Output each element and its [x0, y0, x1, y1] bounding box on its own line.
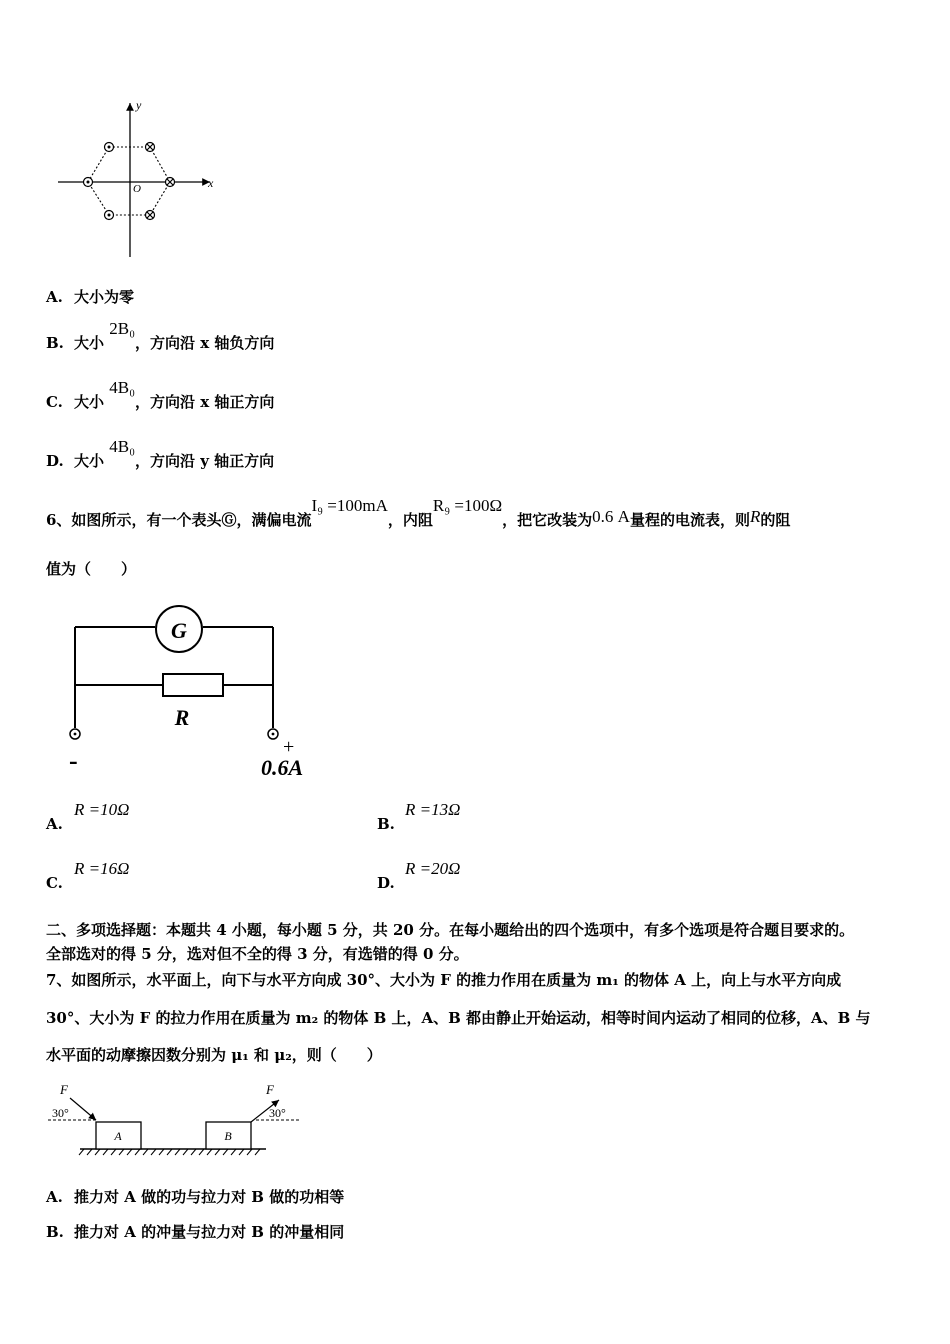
- option-label: D.: [46, 452, 64, 470]
- minus-label: -: [69, 746, 78, 775]
- q5-option-b[interactable]: [46, 319, 275, 353]
- q5-option-a[interactable]: [46, 286, 134, 307]
- origin-label: O: [133, 183, 141, 195]
- q6-stem-line2: 值为（ ）: [46, 560, 137, 578]
- q6-option-a[interactable]: A.R =10Ω: [46, 800, 130, 833]
- push-force-arrow: [70, 1098, 96, 1120]
- resistor-symbol: [163, 674, 223, 696]
- q7-option-a[interactable]: A. 推力对 A 做的功与拉力对 B 做的功相等: [46, 1188, 345, 1206]
- q6-ig: I₉ =100mA: [311, 496, 388, 515]
- q6-stem-line1: 6、如图所示，有一个表头Ⓖ，满偏电流I₉ =100mA，内阻R₉ =100Ω，把它改装为0.6 A量程的电流表，则R的阻: [46, 496, 791, 529]
- option-math: 2B₀: [109, 319, 136, 338]
- option-text: 推力对 A 的冲量与拉力对 B 的冲量相同: [74, 1223, 345, 1241]
- push-pull-blocks-figure: [46, 1080, 316, 1160]
- q7-option-b[interactable]: B. 推力对 A 的冲量与拉力对 B 的冲量相同: [46, 1223, 345, 1241]
- force-label-left: F: [60, 1082, 68, 1097]
- option-text: 大小为零: [74, 288, 135, 306]
- q7-stem-line3: 水平面的动摩擦因数分别为 μ₁ 和 μ₂，则（ ）: [46, 1046, 382, 1064]
- wire-into-page-marker: [146, 143, 175, 220]
- option-value: R =16Ω: [74, 859, 130, 878]
- block-a-label: A: [114, 1129, 122, 1143]
- option-label: B.: [46, 334, 64, 352]
- option-label: A.: [46, 288, 63, 306]
- option-math: 4B₀: [109, 378, 136, 397]
- resistor-label: R: [174, 705, 190, 730]
- section-2-header: 二、多项选择题：本题共 4 小题，每小题 5 分，共 20 分。在每小题给出的四个选项中，有多个选项是符合题目要求的。 全部选对的得 5 分，选对但不全的得 3 分，有选错的得 0 分。: [46, 921, 855, 963]
- q6-r: R: [749, 507, 761, 526]
- q6-option-d[interactable]: D.R =20Ω: [377, 859, 461, 892]
- force-label-right: F: [266, 1082, 274, 1097]
- galvanometer-label: G: [171, 618, 187, 643]
- q5-option-d[interactable]: [46, 437, 275, 471]
- q6-option-c[interactable]: C.R =16Ω: [46, 859, 130, 892]
- option-text: 推力对 A 做的功与拉力对 B 做的功相等: [74, 1188, 345, 1206]
- angle-label-left: 30°: [52, 1106, 69, 1120]
- q7-stem-line1: 7、如图所示，水平面上，向下与水平方向成 30°、大小为 F 的推力作用在质量为 m₁ 的物体 A 上，向上与水平方向成: [46, 971, 842, 989]
- hexagon-outline: [88, 147, 170, 215]
- option-math: 4B₀: [109, 437, 136, 456]
- option-value: R =20Ω: [405, 859, 461, 878]
- option-text-post: ，方向沿 y 轴正方向: [135, 452, 275, 470]
- block-b-label: B: [224, 1129, 232, 1143]
- option-text-post: ，方向沿 x 轴正方向: [135, 393, 275, 411]
- option-value: R =10Ω: [74, 800, 130, 819]
- q5-option-c[interactable]: [46, 378, 275, 412]
- option-text: 大小: [74, 334, 105, 352]
- x-axis-label: x: [208, 176, 214, 190]
- hexagon-coordinate-figure: [50, 95, 230, 265]
- q6-option-b[interactable]: B.R =13Ω: [377, 800, 461, 833]
- q7-stem-line2: 30°、大小为 F 的拉力作用在质量为 m₂ 的物体 B 上，A、B 都由静止开始运动，相等时间内运动了相同的位移，A、B 与: [46, 1009, 871, 1027]
- range-label: 0.6A: [261, 755, 304, 780]
- option-text: 大小: [74, 452, 105, 470]
- angle-label-right: 30°: [269, 1106, 286, 1120]
- option-text-post: ，方向沿 x 轴负方向: [135, 334, 275, 352]
- q6-range: 0.6 A: [592, 507, 630, 526]
- option-text: 大小: [74, 393, 105, 411]
- q6-rg: R₉ =100Ω: [432, 496, 503, 515]
- option-label: C.: [46, 393, 63, 411]
- option-value: R =13Ω: [405, 800, 461, 819]
- ammeter-circuit-figure: [55, 595, 335, 785]
- plus-label: +: [283, 736, 295, 758]
- y-axis-label: y: [136, 98, 142, 112]
